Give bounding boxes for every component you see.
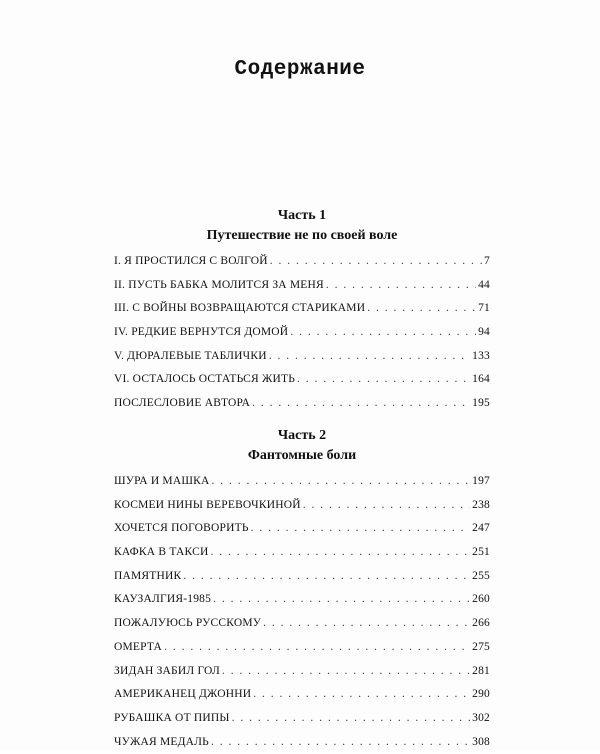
toc-leader-dots [210,541,470,565]
toc-leader-dots [222,660,470,684]
toc-entry-page: 247 [472,522,490,535]
toc-entry-title: I. Я ПРОСТИЛСЯ С ВОЛГОЙ [114,255,268,267]
toc-leader-dots [270,250,482,274]
toc-entry-title: ШУРА И МАШКА [114,475,210,487]
toc-entry-page: 308 [472,735,490,748]
toc-entry-page: 164 [472,373,490,386]
toc-entry-title: КАФКА В ТАКСИ [114,546,209,559]
part-1-title: Часть 1 [277,208,327,223]
toc-entry-title: КАУЗАЛГИЯ-1985 [114,593,212,606]
toc-leader-dots [297,368,470,392]
toc-entry-page: 260 [472,593,490,606]
toc-entry [114,297,490,321]
toc-entry-page: 266 [472,617,490,630]
toc-entry-page: 94 [478,326,490,339]
toc-entry [114,274,490,298]
toc-entry [114,470,490,494]
toc-leader-dots [303,494,470,518]
toc-entry [114,660,490,684]
toc-leader-dots [213,588,470,612]
toc-entry-page: 133 [472,349,490,362]
toc-entry [114,683,490,707]
toc-entry-page: 195 [472,397,490,410]
toc-entry [114,494,490,518]
toc-entry [114,541,490,565]
part-1-section [114,206,490,416]
toc-entry [114,588,490,612]
toc-entry-title: ОМЕРТА [114,640,163,653]
toc-entry-page: 281 [472,664,490,677]
toc-leader-dots [252,392,470,416]
part-2-subtitle: Фантомные боли [247,448,357,463]
toc-entry-page: 197 [472,475,490,487]
toc-leader-dots [326,274,476,298]
toc-entry-title: ЧУЖАЯ МЕДАЛЬ [114,735,209,748]
toc-entry-title: V. ДЮРАЛЕВЫЕ ТАБЛИЧКИ [114,349,267,362]
part-2-section [114,426,490,754]
toc-leader-dots [367,297,476,321]
toc-leader-dots [253,683,470,707]
part-1-subtitle: Путешествие не по своей воле [206,228,398,243]
toc-leader-dots [212,470,471,494]
toc-entry-page: 255 [472,569,490,582]
toc-entry [114,707,490,731]
toc-entry [114,517,490,541]
toc-leader-dots [263,612,470,636]
toc-entry-title: VI. ОСТАЛОСЬ ОСТАТЬСЯ ЖИТЬ [114,373,296,386]
part-2-toc-list [114,470,490,754]
toc-entry [114,612,490,636]
toc-entry-title: ХОЧЕТСЯ ПОГОВОРИТЬ [114,522,249,535]
toc-entry-title: АМЕРИКАНЕЦ ДЖОННИ [114,688,252,701]
toc-entry [114,368,490,392]
toc-entry-page: 290 [472,688,490,701]
toc-entry-title: ПОЖАЛУЮСЬ РУССКОМУ [114,617,262,630]
toc-entry-title: II. ПУСТЬ БАБКА МОЛИТСЯ ЗА МЕНЯ [114,278,324,291]
toc-entry-page: 71 [478,302,490,315]
part-2-title: Часть 2 [277,428,327,443]
toc-entry-title: IV. РЕДКИЕ ВЕРНУТСЯ ДОМОЙ [114,326,289,339]
toc-entry-page: 302 [472,711,490,724]
toc-entry-page: 251 [472,546,490,559]
toc-leader-dots [164,636,470,660]
toc-entry-page: 7 [484,255,490,267]
toc-entry-title: ПАМЯТНИК [114,569,182,582]
toc-leader-dots [232,707,471,731]
toc-entry-page: 44 [478,278,490,291]
toc-entry [114,636,490,660]
part-1-toc-list [114,250,490,416]
toc-entry-page: 238 [472,498,490,511]
toc-entry-page: 275 [472,640,490,653]
toc-entry [114,565,490,589]
toc-entry [114,345,490,369]
toc-entry-title: ПОСЛЕСЛОВИЕ АВТОРА [114,397,251,410]
page-title: Содержание [234,58,366,81]
toc-entry-title: КОСМЕИ НИНЫ ВЕРЕВОЧКИНОЙ [114,498,301,511]
toc-entry-title: РУБАШКА ОТ ПИПЫ [114,711,230,724]
toc-entry [114,321,490,345]
toc-entry-title: ЗИДАН ЗАБИЛ ГОЛ [114,664,220,677]
toc-leader-dots [211,731,470,754]
toc-entry [114,392,490,416]
toc-leader-dots [183,565,470,589]
toc-entry [114,731,490,754]
toc-leader-dots [290,321,476,345]
toc-entry [114,250,490,274]
toc-entry-title: III. С ВОЙНЫ ВОЗВРАЩАЮТСЯ СТАРИКАМИ [114,302,366,315]
toc-leader-dots [269,345,470,369]
toc-leader-dots [251,517,470,541]
